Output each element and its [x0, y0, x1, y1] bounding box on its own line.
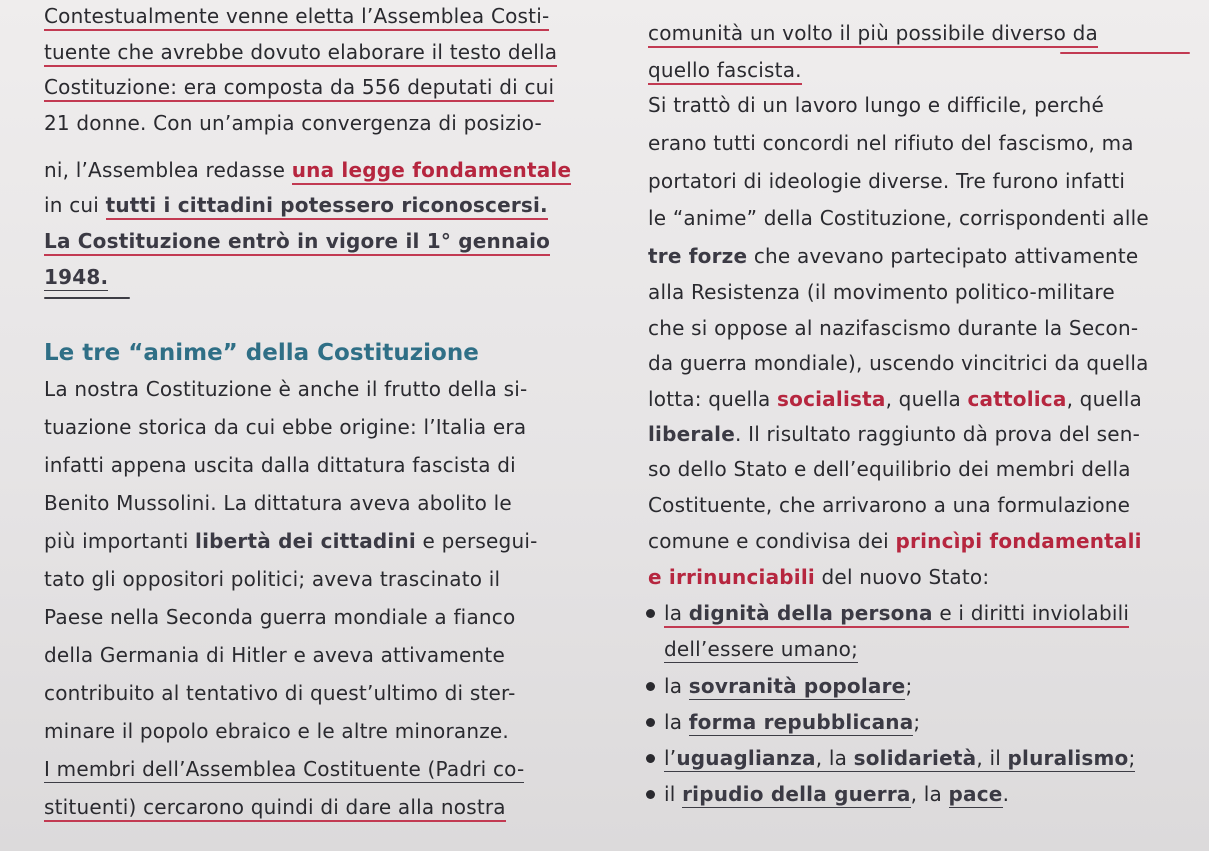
- emphasis-text: libertà dei cittadini: [195, 529, 416, 553]
- text-line: in cui tutti i cittadini potessero riconoscersi.: [44, 192, 548, 218]
- text-line: comune e condivisa dei princìpi fondamentali: [648, 529, 1142, 553]
- text-line: Benito Mussolini. La dittatura aveva abolito le: [44, 491, 512, 515]
- text-line: La nostra Costituzione è anche il frutto della si-: [44, 377, 528, 401]
- emphasis-text: 1948.: [44, 265, 109, 289]
- text-line: tre forze che avevano partecipato attivamente: [648, 244, 1139, 268]
- pen-underline: [44, 297, 130, 299]
- text-line: le “anime” della Costituzione, corrispondenti alle: [648, 206, 1149, 230]
- emphasis-text: una legge fondamentale: [292, 158, 572, 185]
- text-line: liberale. Il risultato raggiunto dà prova del sen-: [648, 422, 1141, 446]
- text-line: [44, 228, 550, 254]
- section-heading: Le tre “anime” della Costituzione: [44, 340, 479, 366]
- emphasis-text: e irrinunciabili: [648, 565, 815, 589]
- bullet-icon: [646, 790, 655, 799]
- text-line: I membri dell’Assemblea Costituente (Padri co-: [44, 757, 525, 781]
- bullet-icon: [646, 682, 655, 691]
- emphasis-text: princìpi fondamentali: [895, 529, 1142, 553]
- bullet-icon: [646, 609, 655, 618]
- text-line: [44, 264, 108, 290]
- text-line: comunità un volto il più possibile diverso da: [648, 20, 1098, 46]
- text-line: quello fascista.: [648, 57, 802, 83]
- emphasis-text: cattolica: [967, 387, 1067, 411]
- text-line: più importanti libertà dei cittadini e persegui-: [44, 529, 538, 553]
- list-item: la forma repubblicana;: [638, 709, 920, 735]
- bullet-icon: [646, 754, 655, 763]
- text-line: tuente che avrebbe dovuto elaborare il testo della: [44, 39, 557, 65]
- text-line: Si trattò di un lavoro lungo e difficile, perché: [648, 93, 1105, 117]
- text-line: lotta: quella socialista, quella cattolica, quella: [648, 387, 1142, 411]
- list-item: la sovranità popolare;: [638, 673, 912, 699]
- text-line: Costituzione: era composta da 556 deputati di cui: [44, 74, 554, 100]
- text-line: che si oppose al nazifascismo durante la Secon-: [648, 316, 1139, 340]
- list-item: l’uguaglianza, la solidarietà, il pluralismo;: [638, 745, 1135, 771]
- text-line: tato gli oppositori politici; aveva trascinato il: [44, 567, 501, 591]
- text-line: infatti appena uscita dalla dittatura fascista di: [44, 453, 516, 477]
- text-line: alla Resistenza (il movimento politico-militare: [648, 280, 1115, 304]
- text-line: della Germania di Hitler e aveva attivamente: [44, 643, 505, 667]
- text-line: dell’essere umano;: [664, 637, 859, 661]
- text-line: erano tutti concordi nel rifiuto del fascismo, ma: [648, 131, 1134, 155]
- text-line: Paese nella Seconda guerra mondiale a fianco: [44, 605, 516, 629]
- text-line: Contestualmente venne eletta l’Assemblea Costi-: [44, 3, 549, 29]
- text-line: da guerra mondiale), uscendo vincitrici da quella: [648, 351, 1149, 375]
- text-line: stituenti) cercarono quindi di dare alla nostra: [44, 794, 506, 820]
- pen-underline: [1060, 52, 1190, 54]
- emphasis-text: tutti i cittadini potessero riconoscersi.: [106, 193, 548, 220]
- text-line: Costituente, che arrivarono a una formulazione: [648, 493, 1131, 517]
- emphasis-text: liberale: [648, 422, 735, 446]
- emphasis-text: tre forze: [648, 244, 748, 268]
- text-line: minare il popolo ebraico e le altre minoranze.: [44, 719, 509, 743]
- text-line: portatori di ideologie diverse. Tre furono infatti: [648, 169, 1126, 193]
- text-line: so dello Stato e dell’equilibrio dei membri della: [648, 457, 1131, 481]
- bullet-icon: [646, 718, 655, 727]
- text-line: tuazione storica da cui ebbe origine: l’Italia era: [44, 415, 527, 439]
- emphasis-text: socialista: [777, 387, 886, 411]
- emphasis-text: La Costituzione entrò in vigore il 1° gennaio: [44, 229, 550, 256]
- text-line: 21 donne. Con un’ampia convergenza di posizio-: [44, 111, 542, 135]
- text-line: contribuito al tentativo di quest’ultimo di ster-: [44, 681, 516, 705]
- text-line: ni, l’Assemblea redasse una legge fondamentale: [44, 157, 571, 183]
- list-item: la dignità della persona e i diritti inviolabili: [638, 600, 1129, 626]
- text-line: e irrinunciabili del nuovo Stato:: [648, 565, 990, 589]
- list-item: il ripudio della guerra, la pace.: [638, 781, 1009, 807]
